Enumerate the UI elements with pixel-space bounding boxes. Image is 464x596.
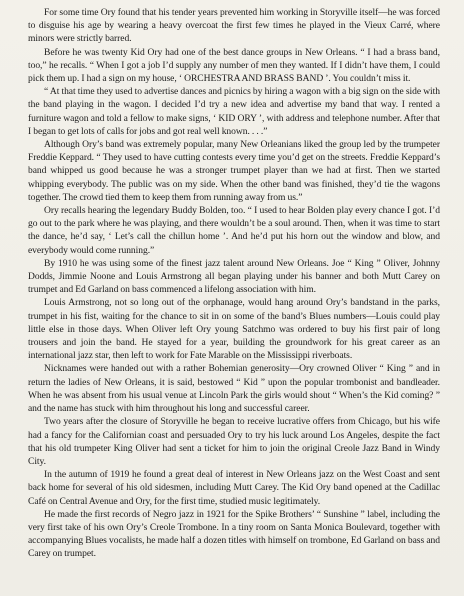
- paragraph: For some time Ory found that his tender years prevented him working in Storyville itself—he was forced to disguise his age by wearing a heavy overcoat the first few times he played in the Vieux Carré, where minors were strictly barred.: [28, 7, 440, 45]
- paragraph: Although Ory’s band was extremely popular, many New Orleanians liked the group led by the trumpeter Freddie Keppard. “ They used to have cutting contests every time you’d get on the streets. Freddie Keppard’s band whipped us good because he was a stronger trumpet player than we had at first. Then we started whipping everybody. The public was on my side. When the other band was finished, they’d tie the wagons together. The crowd tied them to keep them from running away from us.”: [28, 139, 440, 203]
- article-body: [28, 6, 440, 561]
- paragraph: In the autumn of 1919 he found a great deal of interest in New Orleans jazz on the West Coast and sent back home for several of his old sidesmen, including Mutt Carey. The Kid Ory band opened at the Cadillac Café on Central Avenue and Ory, for the first time, studied music legitimately.: [28, 469, 440, 507]
- paragraph: Nicknames were handed out with a rather Bohemian generosity—Ory crowned Oliver “ King ” and in return the ladies of New Orleans, it is said, bestowed “ Kid ” upon the popular trombonist and bandleader. When he was absent from his usual venue at Lincoln Park the girls would shout “ When’s the Kid coming? ” and the name has stuck with him throughout his long and successful career.: [28, 363, 440, 415]
- paragraph: By 1910 he was using some of the finest jazz talent around New Orleans. Joe “ King ” Oliver, Johnny Dodds, Jimmie Noone and Louis Armstrong all began playing under his banner and both Mutt Carey on trumpet and Ed Garland on bass commenced a lifelong association with him.: [28, 257, 440, 296]
- paragraph: Two years after the closure of Storyville he began to receive lucrative offers from Chicago, but his wife had a fancy for the Californian coast and persuaded Ory to try his luck around Los Angeles, despite the fact that his old trumpeter King Oliver had sent a ticket for him to join the original Creole Jazz Band in Windy City.: [28, 416, 440, 467]
- paragraph: “ At that time they used to advertise dances and picnics by hiring a wagon with a big sign on the side with the band playing in the wagon. I decided I’d try a new idea and advertise my band that way. I rented a furniture wagon and told a fellow to make signs, ‘ KID ORY ’, with address and telephone number. After that I began to get lots of calls for jobs and got real well known. . . .”: [28, 86, 440, 137]
- paragraph: Ory recalls hearing the legendary Buddy Bolden, too. “ I used to hear Bolden play every chance I got. I’d go out to the park where he was playing, and there wouldn’t be a soul around. Then, when it was time to start the dance, he’d say, ‘ Let’s call the chillun home ’. And he’d put his horn out the window and blow, and everybody would come running.”: [28, 205, 440, 256]
- paragraph: He made the first records of Negro jazz in 1921 for the Spike Brothers’ “ Sunshine ” label, including the very first take of his own Ory’s Creole Trombone. In a tiny room on Santa Monica Boulevard, together with accompanying Blues vocalists, he made half a dozen titles with himself on trombone, Ed Garland on bass and Carey on trumpet.: [28, 508, 440, 560]
- paragraph: Louis Armstrong, not so long out of the orphanage, would hang around Ory’s bandstand in the parks, trumpet in his fist, waiting for the chance to sit in on some of the band’s Blues numbers—Louis could play little else in those days. When Oliver left Ory young Satchmo was ordered to buy his first pair of long trousers and join the band. He stayed for a year, building the groundwork for his great career as an international jazz star, then left to work for Fate Marable on the Mississippi riverboats.: [28, 297, 440, 362]
- paragraph: Before he was twenty Kid Ory had one of the best dance groups in New Orleans. “ I had a brass band, too,” he recalls. “ When I got a job I’d supply any number of men they wanted. If I didn’t have them, I could pick them up. I had a sign on my house, ‘ ORCHESTRA AND BRASS BAND ’. You couldn’t miss it.: [28, 46, 440, 85]
